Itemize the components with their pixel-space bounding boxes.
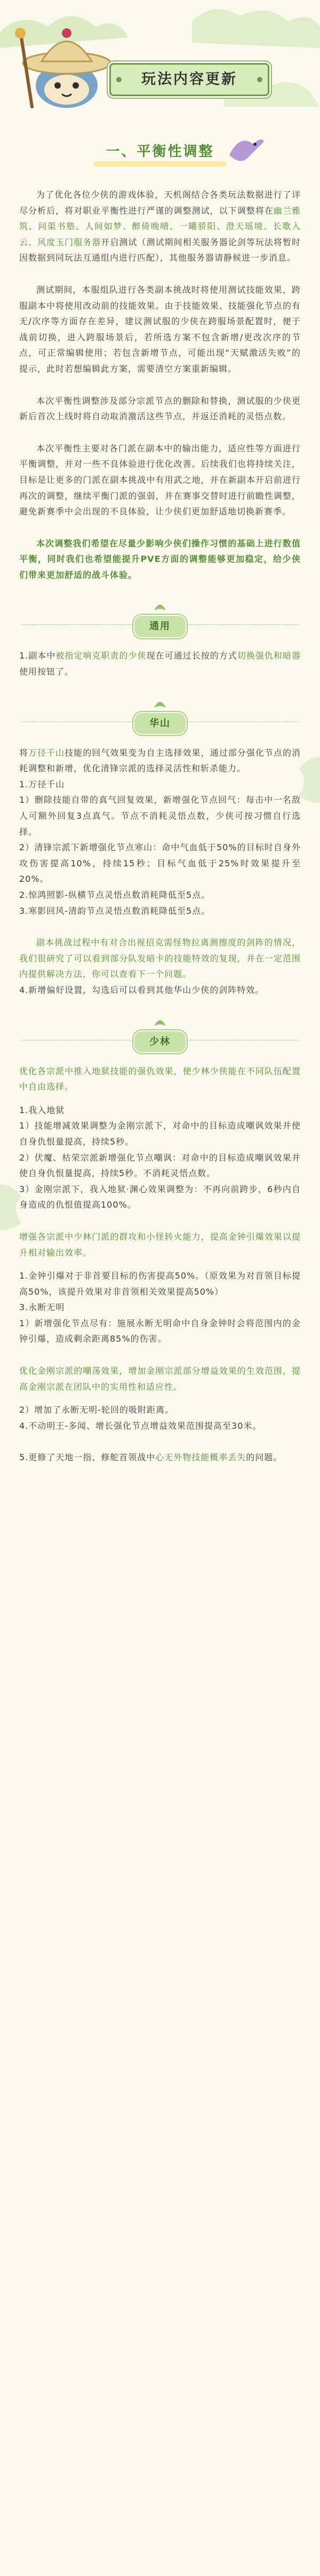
leaf-icon [152,1016,168,1028]
shaolin-last [0,1450,320,1466]
huashan-intro [0,745,320,777]
highlight: 副本挑战过程中有对合出视招克需怪物拉离测擦度的剑阵的情况，我们很研究了可以看到部分队发暗卡的技能特效的复现，并在一定范围内提供解决方法，你可以查看下一个问题。 [19,937,301,980]
list-item: 1.万径千山 [19,779,65,789]
intro-text-3: 本次平衡性调整涉及部分宗派节点的删除和替换，测试服的少侠更新后首次上线时将自动取消激活这些节点，并返还消耗的灵悟点数。 [19,395,301,422]
header [0,0,320,112]
highlight: 被指定响克职责的少侠 [55,651,147,661]
list-item: 4.新增偏好设置，勾选后可以看到其他华山少侠的剑阵特效。 [19,984,265,995]
huashan-list [0,777,320,919]
list-item: 4.不动明王-多闻、增长强化节点增益效果范围提高至30米。 [19,1420,262,1431]
list-item: 2）伏魔、枯荣宗派新增强化节点嘲讽：对命中的目标造成嘲讽效果并使自身仇恨量提高，持续5秒。不消耗灵悟点数。 [19,1152,301,1179]
list-item [19,648,301,679]
server-list: 幽兰雅筑、问渠书塾、人间如梦、醉倚晚晴、一曦骄阳、澄天瑶境、长歌入云、风度玉门服务器 [19,205,301,247]
list-item: 1）新增强化节点尽有：施展永断无明命中自身金钟时会将范围内的金钟引爆，造成剩余距离85%的伤害。 [19,1318,301,1344]
shaolin-list [0,1102,320,1213]
header-banner [109,63,269,96]
highlight: 切换强仇和暗器 [237,651,301,661]
pill-heading-shaolin [0,1016,320,1063]
huashan-note [0,935,320,982]
intro-paragraph-4 [0,441,320,520]
text: 将 [19,747,29,758]
cloud-decoration-icon [293,748,320,812]
list-item: 3.永断无明 [19,1302,65,1313]
pill-label: 通用 [133,615,187,638]
list-item: 1.我入地狱 [19,1105,65,1115]
highlight: 优化各宗派中推入地狱技能的强仇效果，使少林少侠能在不同队伍配置中自由选择。 [19,1066,301,1092]
pill-heading-huashan [0,698,320,745]
list-item: 1.金钟引爆对于非首要目标的伤害提高50%。（原效果为对首领目标提高50%，该提升效果对非首领相关效果提高50%） [19,1271,301,1297]
shaolin-mid [0,1229,320,1260]
shaolin-end-list [0,1402,320,1434]
highlight: 增强各宗派中少林门派的群攻和小怪转火能力，提高金钟引爆效果以提升相对输出效率。 [19,1231,301,1258]
text: 的问题。 [246,1452,283,1463]
list-item: 2）清锋宗派下新增强化节点寒山：命中气血低于50%的目标时自身外攻伤害提高10%，持续15秒；目标气血低于25%时效果提升至20%。 [19,842,301,884]
list-item: 2.惊鸿照影-纵横节点灵悟点数消耗降低至5点。 [19,890,211,900]
leaf-icon [152,698,168,710]
intro-text-a: 为了优化各位少侠的游戏体验，天机阁结合各类玩法数据进行了详尽分析后，将对职业平衡性进行严谨的调整测试，以下调整将在 [19,190,301,216]
list-item: 3.寒影回风-清韵节点灵悟点数消耗降低至5点。 [19,905,211,916]
list-item: 2）增加了永断无明-轮回的吸附距离。 [19,1405,174,1415]
huashan-list-2 [0,982,320,998]
intro-paragraph-5 [0,536,320,583]
pill-label: 华山 [133,712,187,735]
shaolin-intro [0,1063,320,1095]
intro-paragraph-3 [0,393,320,425]
list-item: 1）删除技能自带的真气回复效果，新增强化节点回气：每击中一名敌人可额外回复3点真气。节点不消耗灵悟点数，少侠可按习惯自行选择。 [19,795,301,837]
pill-label: 少林 [133,1030,187,1053]
tongyong-list [0,648,320,679]
section-title: 一、平衡性调整 [106,144,214,160]
intro-paragraph-1 [0,187,320,266]
banner-dot-left [116,77,122,82]
intro-text-5: 本次调整我们希望在尽量少影响少侠们操作习惯的基础上进行数值平衡，同时我们也希望能提升PVE方面的调整能够更加稳定，给少侠们带来更加舒适的战斗体验。 [19,538,301,580]
shaolin-mid-list [0,1268,320,1347]
intro-text-4: 本次平衡性主要对各门派在副本中的输出能力，适应性等方面进行平衡调整，并对一些不良体验进行优化改善。后续我们也将持续关注，目标是让更多的门派在副本挑战中有用武之地，并在新副本开启前进行再次的调整，继续平衡门派的强弱，并在赛事交替时进行前瞻性调整，避免新赛季中会出现的不良体验，让少侠们更加舒适地切换新赛季。 [19,443,301,517]
shaolin-end [0,1363,320,1395]
leaf-icon [152,601,168,613]
text: 使用按钮了。 [19,667,74,677]
text: 5.更修了天地一指、修舵首领战中 [19,1452,156,1463]
highlight: 心无外物技能概率丢失 [155,1452,246,1463]
pill-heading-tongyong [0,601,320,648]
intro-paragraph-2 [0,282,320,377]
banner-dot-right [257,77,262,82]
cloud-decoration-icon [0,1175,27,1239]
list-item: 1）技能增减效果调整为金刚宗派下，对命中的目标造成嘲讽效果并使自身仇恨量提高，持续5秒。 [19,1121,301,1147]
bird-icon [224,128,267,171]
intro-text-b: 开启测试（测试期间相关服务器论剑等玩法将暂时因数据到同玩法互通组内进行匹配），其他服务器请静候进一步消息。 [19,237,301,263]
text: 现在可通过长按的方式 [146,651,237,661]
intro-text-2: 测试期间，本服组队进行各类副本挑战时将使用测试技能效果，跨服副本中将使用改动前的技能效果。由于技能效果、技能强化节点的有无/次序等方面存在差异，建议测试服的少侠在跨服场景配置时，便于战前切换，进入跨服场景后，若所选方案不包含新增/更改次序的节点，可正常编辑使用；若包含新增节点，可能出现“天赋激活失败”的提示，此时若想编辑此方案，需要清空方案重新编辑。 [19,284,301,374]
highlight: 优化金刚宗派的嘲荡效果，增加金刚宗派部分增益效果的生效范围，提高金刚宗派在团队中的实用性和适应性。 [19,1366,301,1392]
highlight: 万径千山 [28,747,65,758]
list-item: 3）金刚宗派下，我入地狱·渊心效果调整为：不再向前跨步，6秒内自身造成的仇恨值提高100%。 [19,1184,301,1210]
page-title: 玩法内容更新 [141,71,237,88]
section-title-block [0,128,320,171]
text: 技能的回气效果变为自主选择效果，通过部分强化节点的消耗调整和新增，优化清锋宗派的选择灵活性和斩杀能力。 [19,747,301,774]
text: 1.副本中 [19,651,56,661]
